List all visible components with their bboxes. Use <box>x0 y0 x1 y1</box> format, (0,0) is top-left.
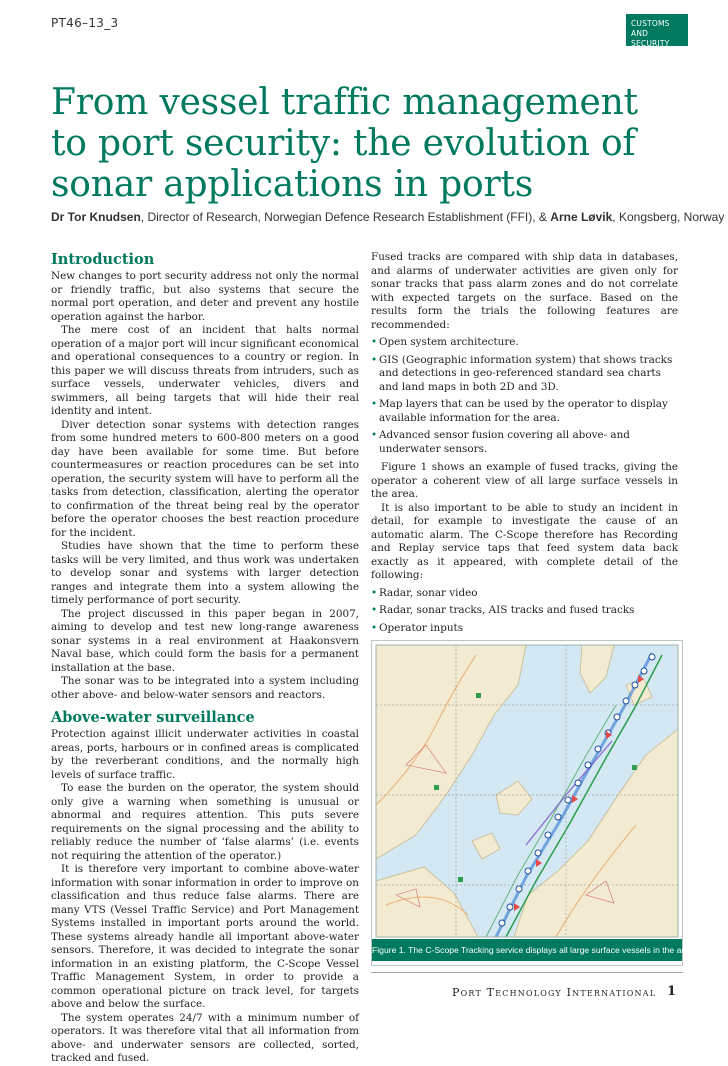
page-number: 1 <box>667 984 677 999</box>
replay-item: • Radar, sonar video <box>371 586 478 599</box>
intro-heading: Introduction <box>51 251 155 268</box>
intro-paragraph: The sonar was to be integrated into a system including other above- and below-water sensors and reactors. <box>51 675 359 701</box>
feature-item: • Map layers that can be used by the operator to display available information for the area. <box>371 398 668 424</box>
figure-1-map <box>371 640 683 966</box>
author1-affiliation: , Director of Research, Norwegian Defence Research Establishment (FFI), & <box>140 210 551 224</box>
document-code: PT46–13_3 <box>51 16 119 30</box>
right-paragraph: Fused tracks are compared with ship data in databases, and alarms of underwater activities are given only for sonar tracks that pass alarm zones and do not correlate with expected targets on the surface. Based on the results form the trials the following features are recommended: <box>371 251 678 331</box>
figure-caption: Figure 1. The C-Scope Tracking service displays all large surface vessels in the area. <box>372 939 682 961</box>
intro-paragraph: New changes to port security address not only the normal or friendly traffic, but also systems that secure the normal port operation, and deter and prevent any hostile operation against the harbor. <box>51 270 359 323</box>
above-water-paragraph: To ease the burden on the operator, the system should only give a warning when something is unusual or abnormal and requires attention. This puts severe requirements on the signal processing and the ability to reliably reduce the number of ‘false alarms’ (i.e. events not requiring the attention of the operator.) <box>51 782 359 862</box>
intro-paragraph: The mere cost of an incident that halts normal operation of a major port will incur significant economical and operational consequences to a country or region. In this paper we will discuss threats from intruders, such as surface vessels, underwater vehicles, divers and swimmers, all being targets that will hide their real identity and intent. <box>51 324 359 417</box>
section-tag-line2: SECURITY <box>631 39 670 48</box>
journal-name: Port Technology International <box>452 986 657 999</box>
right-column <box>371 251 678 688</box>
section-tag <box>626 14 688 46</box>
feature-item: • Open system architecture. <box>371 336 519 348</box>
above-water-paragraph: It is therefore very important to combine above-water information with sonar information in order to improve on classification and thus reduce false alarms. There are many VTS (Vessel Traffic Service) and Port Management Systems installed in important ports around the world. These systems already handle all important above-water sensors. Therefore, it was decided to integrate the sonar information in an existing platform, the C-Scope Vessel Traffic Management System, in order to provide a common operational picture on track level, for targets above and below the surface. <box>51 863 359 1010</box>
above-water-paragraph: Protection against illicit underwater activities in coastal areas, ports, harbours or in confined areas is complicated by the reverberant conditions, and the normally high levels of surface traffic. <box>51 728 359 781</box>
author2-name: Arne Løvik <box>550 210 613 224</box>
above-water-heading: Above-water surveillance <box>51 709 255 726</box>
footer-divider <box>371 972 683 973</box>
feature-item: • Advanced sensor fusion covering all above- and underwater sensors. <box>371 429 630 455</box>
right-paragraph: Figure 1 shows an example of fused tracks, giving the operator a coherent view of all large surface vessels in the area. <box>371 461 678 500</box>
author2-affiliation: , Kongsberg, Norway <box>612 210 725 224</box>
intro-paragraph: Diver detection sonar systems with detection ranges from some hundred meters to 600-800 meters on a good day have been available for some time. But before countermeasures or reaction procedures can be set into operation, the security system will have to perform all the tasks from detection, classification, alerting the operator to confirmation of the threat being real by the operator before the operator chooses the best reaction procedure for the incident. <box>51 418 359 539</box>
section-tag-line1: CUSTOMS AND <box>631 19 670 38</box>
right-paragraph: It is also important to be able to study an incident in detail, for example to investigate the cause of an automatic alarm. The C-Scope therefore has Recording and Replay service taps that feed system data back exactly as it appeared, with complete detail of the following: <box>371 501 678 581</box>
intro-paragraph: Studies have shown that the time to perform these tasks will be very limited, and thus work was undertaken to develop sonar and systems with larger detection ranges and integrate them into a system allowing the timely performance of port security. <box>51 540 359 606</box>
above-water-paragraph: The system operates 24/7 with a minimum number of operators. It was therefore vital that all information from above- and underwater sensors are collected, sorted, tracked and fused. <box>51 1011 359 1064</box>
author-line <box>51 210 725 224</box>
replay-item: • Radar, sonar tracks, AIS tracks and fused tracks <box>371 604 635 616</box>
replay-item: • Operator inputs <box>371 621 464 634</box>
article-title: From vessel traffic management to port security: the evolution of sonar applications in ports <box>51 82 638 205</box>
author1-name: Dr Tor Knudsen <box>51 210 141 224</box>
left-column <box>51 251 359 1066</box>
feature-item: • GIS (Geographic information system) that shows tracks and detections in geo-referenced standard sea charts and land maps in both 2D and 3D. <box>371 353 673 393</box>
vessel-tracking-map-image <box>376 645 678 937</box>
intro-paragraph: The project discussed in this paper began in 2007, aiming to develop and test new long-range awareness sonar systems in a real environment at Haakonsvern Naval base, which could form the basis for a permanent installation at the base. <box>51 607 359 674</box>
